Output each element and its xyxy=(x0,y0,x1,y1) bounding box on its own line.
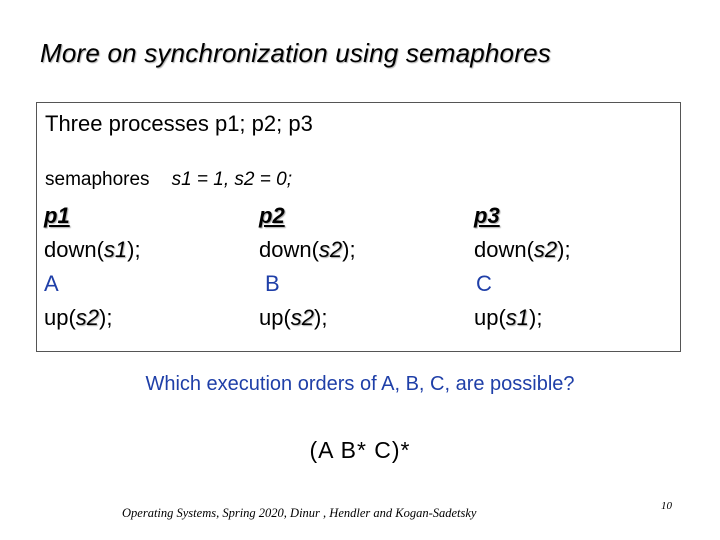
semaphore-arg: s2 xyxy=(533,237,558,262)
action-label: B xyxy=(265,271,280,296)
code-box xyxy=(36,102,681,352)
semaphores-values: s1 = 1, s2 = 0; xyxy=(171,169,292,190)
semaphore-arg: s2 xyxy=(75,305,100,330)
semaphores-line xyxy=(45,169,292,191)
down-statement: down(s2); xyxy=(259,237,356,262)
process-name: p3 xyxy=(474,203,500,228)
page-number: 10 xyxy=(661,500,672,512)
semaphore-arg: s2 xyxy=(318,237,343,262)
semaphore-arg: s1 xyxy=(505,305,530,330)
up-statement: up(s2); xyxy=(259,305,328,330)
action-label: C xyxy=(476,271,492,296)
down-statement: down(s1); xyxy=(44,237,141,262)
slide-title: More on synchronization using semaphores xyxy=(40,38,551,68)
process-name: p1 xyxy=(44,203,70,228)
process-name: p2 xyxy=(259,203,285,228)
up-statement: up(s1); xyxy=(474,305,543,330)
processes-line: Three processes p1; p2; p3 xyxy=(45,111,313,136)
semaphore-arg: s1 xyxy=(103,237,128,262)
process-column-p1 xyxy=(44,199,141,335)
up-statement: up(s2); xyxy=(44,305,113,330)
semaphores-label: semaphores xyxy=(45,169,150,190)
question-text: Which execution orders of A, B, C, are possible? xyxy=(145,373,575,395)
semaphore-arg: s2 xyxy=(290,305,315,330)
answer-text: (A B* C)* xyxy=(309,437,411,463)
action-label: A xyxy=(44,271,59,296)
process-column-p2 xyxy=(259,199,356,335)
process-column-p3 xyxy=(474,199,571,335)
footer-text: Operating Systems, Spring 2020, Dinur , Hendler and Kogan-Sadetsky xyxy=(122,506,477,520)
down-statement: down(s2); xyxy=(474,237,571,262)
